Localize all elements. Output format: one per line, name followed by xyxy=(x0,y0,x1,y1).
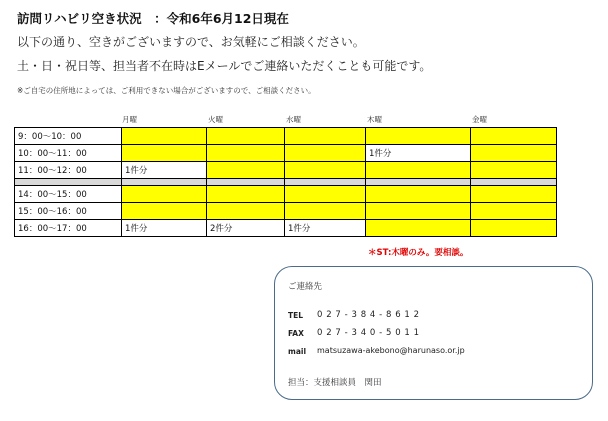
open-slot-cell xyxy=(207,162,285,179)
open-slot-cell xyxy=(122,145,207,162)
mail-address[interactable]: matsuzawa-akebono@harunaso.or.jp xyxy=(317,346,465,355)
open-slot-cell xyxy=(366,203,471,220)
fax-label: FAX xyxy=(288,329,304,338)
booked-slot-cell: 1件分 xyxy=(122,162,207,179)
open-slot-cell xyxy=(471,145,557,162)
open-slot-cell xyxy=(471,220,557,237)
open-slot-cell xyxy=(471,203,557,220)
open-slot-cell xyxy=(285,145,366,162)
fax-number: 027-340-5011 xyxy=(317,328,423,338)
address-note: ※ご自宅の住所地によっては、ご利用できない場合がございますので、ご相談ください。 xyxy=(17,86,316,95)
weekday-label: 火曜 xyxy=(208,115,223,124)
intro-line-1: 以下の通り、空きがございますので、お気軽にご相談ください。 xyxy=(17,35,365,49)
open-slot-cell xyxy=(366,186,471,203)
time-slot-label: 11：00～12：00 xyxy=(15,162,122,179)
booked-slot-cell: 2件分 xyxy=(207,220,285,237)
lunch-cell xyxy=(285,179,366,186)
lunch-break-row xyxy=(15,179,557,186)
weekday-header xyxy=(0,114,608,126)
tel-label: TEL xyxy=(288,311,304,320)
contact-heading: ご連絡先 xyxy=(288,282,323,292)
time-slot-row xyxy=(15,220,557,237)
lunch-cell xyxy=(122,179,207,186)
time-slot-label: 9：00～10：00 xyxy=(15,128,122,145)
time-slot-row xyxy=(15,128,557,145)
contact-box xyxy=(274,266,593,400)
lunch-cell xyxy=(471,179,557,186)
open-slot-cell xyxy=(285,186,366,203)
mail-label: mail xyxy=(288,347,307,356)
open-slot-cell xyxy=(285,128,366,145)
open-slot-cell xyxy=(207,128,285,145)
st-note: ＊ST:木曜のみ。要相談。 xyxy=(368,248,469,258)
time-slot-row xyxy=(15,186,557,203)
open-slot-cell xyxy=(122,203,207,220)
open-slot-cell xyxy=(122,186,207,203)
time-slot-label: 14：00～15：00 xyxy=(15,186,122,203)
time-slot-label: 15：00～16：00 xyxy=(15,203,122,220)
weekday-label: 金曜 xyxy=(472,115,487,124)
open-slot-cell xyxy=(366,128,471,145)
time-slot-row xyxy=(15,145,557,162)
weekday-label: 月曜 xyxy=(122,115,137,124)
booked-slot-cell: 1件分 xyxy=(366,145,471,162)
open-slot-cell xyxy=(366,220,471,237)
weekday-label: 水曜 xyxy=(286,115,301,124)
page-title: 訪問リハビリ空き状況 ：令和6年6月12日現在 xyxy=(17,11,289,26)
weekday-label: 木曜 xyxy=(367,115,382,124)
open-slot-cell xyxy=(366,162,471,179)
open-slot-cell xyxy=(207,203,285,220)
lunch-cell xyxy=(207,179,285,186)
open-slot-cell xyxy=(471,186,557,203)
booked-slot-cell: 1件分 xyxy=(285,220,366,237)
tel-number: 027-384-8612 xyxy=(317,310,423,320)
booked-slot-cell: 1件分 xyxy=(122,220,207,237)
time-slot-label: 10：00～11：00 xyxy=(15,145,122,162)
open-slot-cell xyxy=(285,203,366,220)
open-slot-cell xyxy=(207,186,285,203)
lunch-cell xyxy=(366,179,471,186)
intro-line-2: 土・日・祝日等、担当者不在時はEメールでご連絡いただくことも可能です。 xyxy=(17,59,432,73)
open-slot-cell xyxy=(122,128,207,145)
open-slot-cell xyxy=(471,162,557,179)
time-slot-row xyxy=(15,162,557,179)
staff-name: 担当：支援相談員 関田 xyxy=(288,378,382,388)
open-slot-cell xyxy=(285,162,366,179)
time-slot-label: 16：00～17：00 xyxy=(15,220,122,237)
open-slot-cell xyxy=(471,128,557,145)
time-slot-row xyxy=(15,203,557,220)
availability-table xyxy=(14,127,557,237)
open-slot-cell xyxy=(207,145,285,162)
lunch-cell xyxy=(15,179,122,186)
